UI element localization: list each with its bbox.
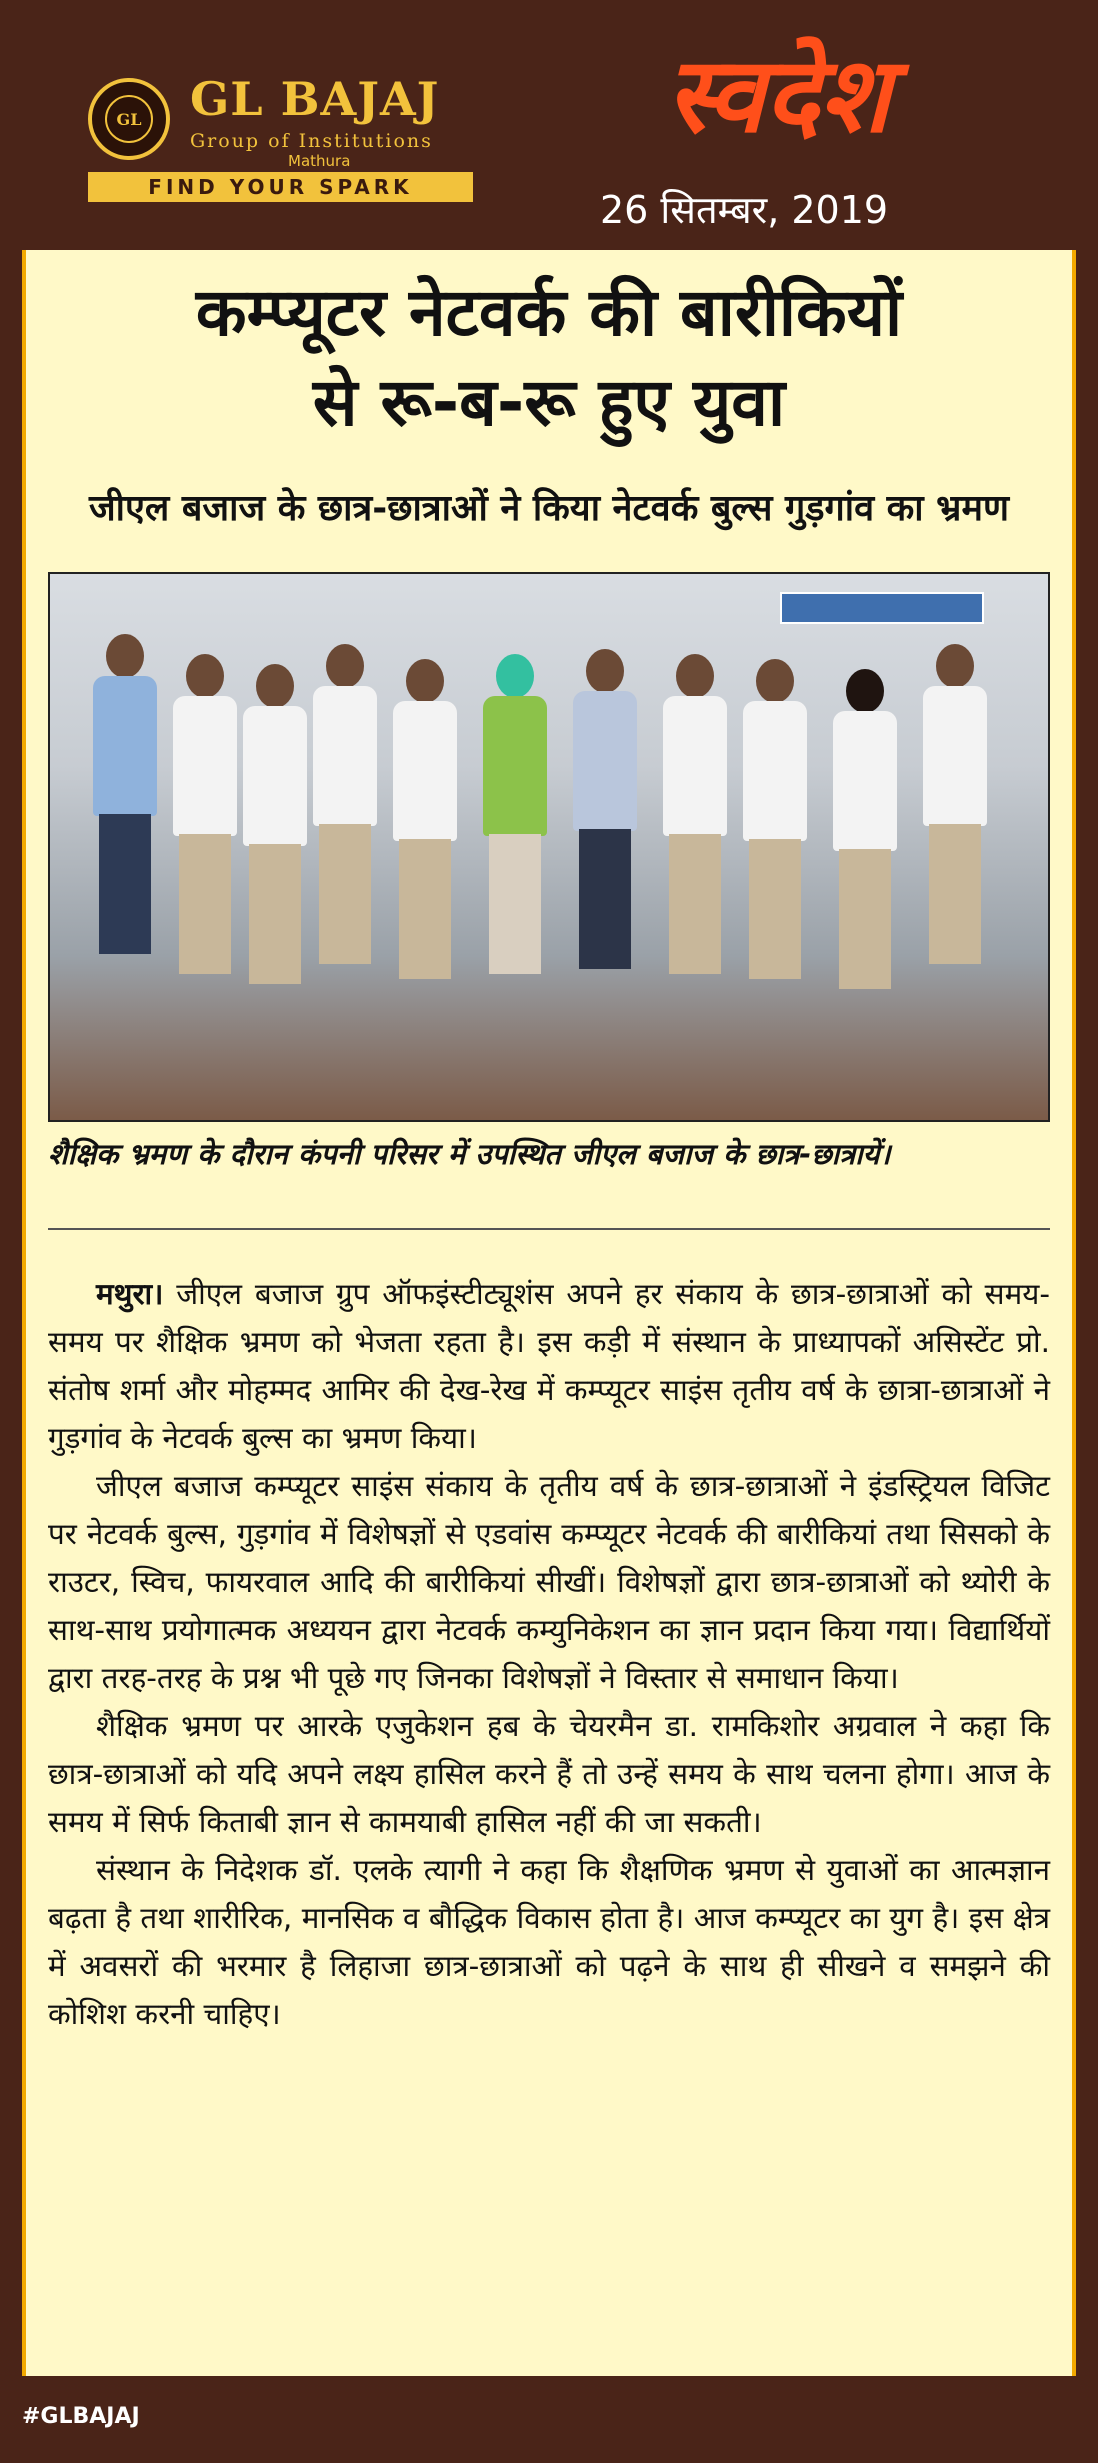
- article-dateline: मथुरा।: [96, 1277, 164, 1311]
- headline-line-1: कम्प्यूटर नेटवर्क की बारीकियों: [195, 274, 903, 351]
- photo-person: [820, 669, 910, 989]
- photo-person: [470, 654, 560, 974]
- article-body: [48, 1270, 1050, 2038]
- paragraph-1-text: जीएल बजाज ग्रुप ऑफइंस्टीट्यूशंस अपने हर संकाय के छात्र-छात्राओं को समय-समय पर शैक्षिक भ्रमण को भेजता रहता है। इस कड़ी में संस्थान के प्राध्यापकों असिस्टेंट प्रो. संतोष शर्मा और मोहम्मद आमिर की देख-रेख में कम्प्यूटर साइंस तृतीय वर्ष के छात्रा-छात्राओं ने गुड़गांव के नेटवर्क बुल्स का भ्रमण किया।: [48, 1277, 1050, 1455]
- photo-person: [80, 634, 170, 964]
- article-headline: [26, 268, 1072, 448]
- article-paragraph-4: संस्थान के निदेशक डॉ. एलके त्यागी ने कहा कि शैक्षणिक भ्रमण से युवाओं का आत्मज्ञान बढ़ता है तथा शारीरिक, मानसिक व बौद्धिक विकास होता है। आज कम्प्यूटर का युग है। इस क्षेत्र में अवसरों की भरमार है लिहाजा छात्र-छात्राओं को पढ़ने के साथ ही सीखने व समझने की कोशिश करनी चाहिए।: [48, 1853, 1050, 2031]
- photo-person: [910, 644, 1000, 964]
- photo-caption: शैक्षिक भ्रमण के दौरान कंपनी परिसर में उपस्थित जीएल बजाज के छात्र-छात्रायें।: [48, 1137, 891, 1171]
- photo-person: [650, 654, 740, 974]
- brand-tagline: FIND YOUR SPARK: [88, 172, 473, 202]
- group-photo: [48, 572, 1050, 1122]
- article-clipping: [22, 250, 1076, 2376]
- photo-person: [730, 659, 820, 979]
- footer-bar: [0, 2376, 1098, 2463]
- photo-person: [300, 644, 390, 964]
- caption-divider: [48, 1228, 1050, 1230]
- photo-person: [380, 659, 470, 979]
- photo-person: [560, 649, 650, 969]
- brand-name: GL BAJAJ: [190, 72, 440, 126]
- article-subheadline: जीएल बजाज के छात्र-छात्राओं ने किया नेटवर्क बुल्स गुड़गांव का भ्रमण: [88, 488, 1010, 529]
- emblem-monogram-icon: GL: [105, 95, 153, 143]
- headline-line-2: से रू-ब-रू हुए युवा: [312, 364, 786, 441]
- article-paragraph-2: जीएल बजाज कम्प्यूटर साइंस संकाय के तृतीय वर्ष के छात्र-छात्राओं ने इंडस्ट्रियल विजिट पर नेटवर्क बुल्स, गुड़गांव में विशेषज्ञों से एडवांस कम्प्यूटर नेटवर्क की बारीकियां तथा सिसको के राउटर, स्विच, फायरवाल आदि की बारीकियां सीखीं। विशेषज्ञों द्वारा छात्र-छात्राओं को थ्योरी के साथ-साथ प्रयोगात्मक अध्ययन द्वारा नेटवर्क कम्युनिकेशन का ज्ञान प्रदान किया गया। विद्यार्थियों द्वारा तरह-तरह के प्रश्न भी पूछे गए जिनका विशेषज्ञों ने विस्तार से समाधान किया।: [48, 1469, 1050, 1695]
- header-bar: [0, 0, 1098, 250]
- article-paragraph-3: शैक्षिक भ्रमण पर आरके एजुकेशन हब के चेयरमैन डा. रामकिशोर अग्रवाल ने कहा कि छात्र-छात्राओं को यदि अपने लक्ष्य हासिल करने हैं तो उन्हें समय के साथ चलना होगा। आज के समय में सिर्फ किताबी ज्ञान से कामयाबी हासिल नहीं की जा सकती।: [48, 1709, 1050, 1839]
- brand-subtitle: Group of Institutions: [190, 130, 433, 152]
- article-paragraph-1: [48, 1270, 1050, 1462]
- brand-city: Mathura: [288, 152, 351, 170]
- publication-date: 26 सितम्बर, 2019: [600, 188, 889, 232]
- footer-hashtag[interactable]: #GLBAJAJ: [22, 2404, 140, 2429]
- wall-sign: [780, 592, 984, 624]
- institution-logo[interactable]: [88, 72, 478, 207]
- emblem-icon: [88, 78, 170, 160]
- newspaper-masthead: स्वदेश: [665, 33, 891, 156]
